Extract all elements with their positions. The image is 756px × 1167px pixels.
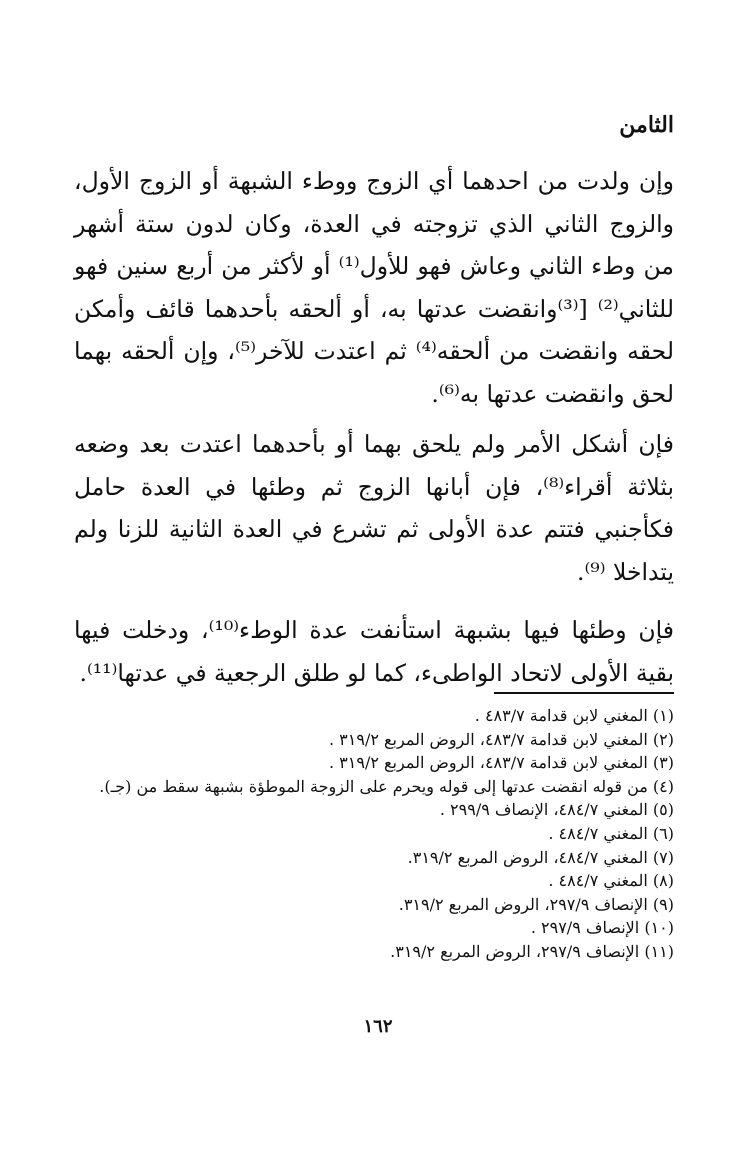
footnote-1: (١) المغني لابن قدامة ٤٨٣/٧ . xyxy=(474,706,674,725)
footnote-5: (٥) المغني ٤٨٤/٧، الإنصاف ٢٩٩/٩ . xyxy=(439,800,674,820)
footnote-6: (٦) المغني ٤٨٤/٧ . xyxy=(548,823,674,843)
footnote-11: (١١) الإنصاف ٢٩٧/٩، الروض المربع ٣١٩/٢. xyxy=(390,941,674,961)
footnote-8: (٨) المغني ٤٨٤/٧ . xyxy=(548,871,674,891)
paragraph-3: فإن وطئها فيها بشبهة استأنفت عدة الوطء⁽¹⁰⁾، ودخلت فيها بقية الأولى لاتحاد الواطىء، كما لو طلق الرجعية في عدتها⁽¹¹⁾. xyxy=(74,616,674,687)
footnote-4: (٤) من قوله انقضت عدتها إلى قوله ويحرم على الزوجة الموطؤة بشبهة سقط من (جـ). xyxy=(99,776,674,796)
footnote-2: (٢) المغني لابن قدامة ٤٨٣/٧، الروض المربع ٣١٩/٢ . xyxy=(329,729,674,749)
footnote-separator xyxy=(494,692,674,694)
paragraph-2: فإن أشكل الأمر ولم يلحق بهما أو بأحدهما اعتدت بعد وضعه بثلاثة أقراء⁽⁸⁾، فإن أبانها الزوج ثم وطئها في العدة حامل فكأجنبي فتتم عدة الأولى ثم تشرع في العدة الثانية للزنا ولم يتداخلا ⁽⁹⁾. xyxy=(74,430,674,586)
footnotes xyxy=(54,704,674,964)
paragraph-1: وإن ولدت من احدهما أي الزوج ووطء الشبهة أو الزوج الأول، والزوج الثاني الذي تزوجته في العدة، وكان لدون ستة أشهر من وطء الثاني وعاش فهو للأول⁽¹⁾ أو لأكثر من أربع سنين فهو للثاني⁽²⁾ [⁽³⁾وانقضت عدتها به، أو ألحقه بأحدهما قائف وأمكن لحقه وانقضت من ألحقه⁽⁴⁾ ثم اعتدت للآخر⁽⁵⁾، وإن ألحقه بهما لحق وانقضت عدتها به⁽⁶⁾. xyxy=(74,167,674,408)
page-number: ١٦٢ xyxy=(363,1016,393,1037)
footnote-10: (١٠) الإنصاف ٢٩٧/٩ . xyxy=(530,918,674,938)
footnote-7: (٧) المغني ٤٨٤/٧، الروض المربع ٣١٩/٢. xyxy=(407,847,674,867)
footnote-3: (٣) المغني لابن قدامة ٤٨٣/٧، الروض المربع ٣١٩/٢ . xyxy=(329,753,674,773)
running-header: الثامن xyxy=(619,112,674,138)
main-text xyxy=(74,160,674,694)
footnote-9: (٩) الإنصاف ٢٩٧/٩، الروض المربع ٣١٩/٢. xyxy=(398,894,674,914)
